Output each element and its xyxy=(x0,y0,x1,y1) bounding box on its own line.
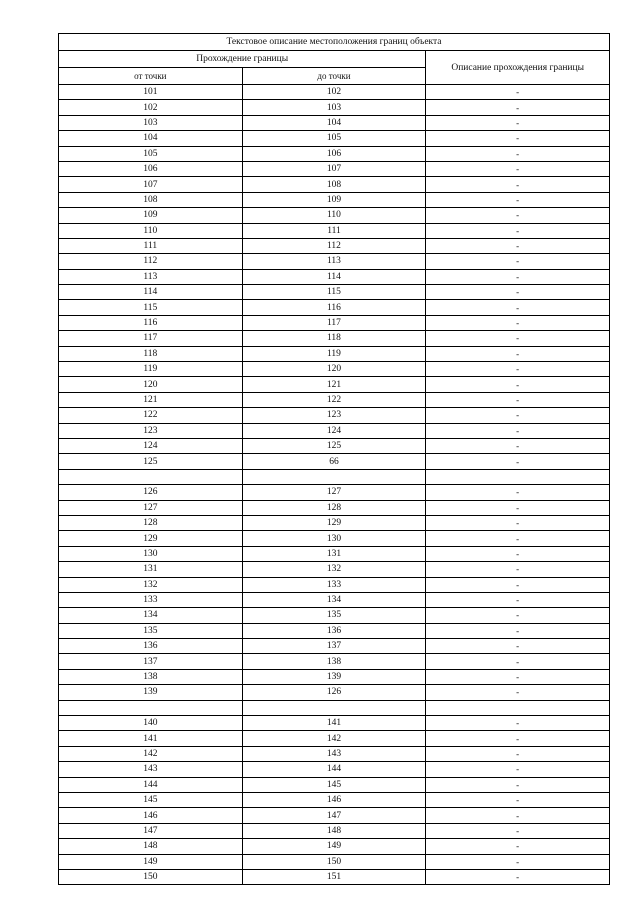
table-row xyxy=(59,331,610,346)
description-cell: - xyxy=(426,608,610,623)
description-cell: - xyxy=(426,269,610,284)
to-point-cell: 123 xyxy=(242,408,426,423)
to-point-cell: 148 xyxy=(242,823,426,838)
from-point-cell: 114 xyxy=(59,285,243,300)
from-point-cell: 110 xyxy=(59,223,243,238)
from-point-cell: 141 xyxy=(59,731,243,746)
description-cell: - xyxy=(426,823,610,838)
from-point-cell: 149 xyxy=(59,854,243,869)
from-point-cell: 134 xyxy=(59,608,243,623)
to-point-cell: 106 xyxy=(242,146,426,161)
to-point-cell: 126 xyxy=(242,685,426,700)
table-row xyxy=(59,100,610,115)
description-cell: - xyxy=(426,392,610,407)
from-point-cell: 125 xyxy=(59,454,243,469)
to-point-cell: 121 xyxy=(242,377,426,392)
to-point-cell: 129 xyxy=(242,515,426,530)
to-point-cell: 115 xyxy=(242,285,426,300)
to-point-header: до точки xyxy=(242,68,426,85)
description-cell: - xyxy=(426,792,610,807)
table-row xyxy=(59,315,610,330)
table-row xyxy=(59,669,610,684)
from-point-cell: 111 xyxy=(59,238,243,253)
to-point-cell: 149 xyxy=(242,839,426,854)
table-row xyxy=(59,854,610,869)
from-point-cell: 140 xyxy=(59,716,243,731)
description-cell: - xyxy=(426,115,610,130)
table-row xyxy=(59,562,610,577)
to-point-cell: 110 xyxy=(242,208,426,223)
to-point-cell: 141 xyxy=(242,716,426,731)
table-row xyxy=(59,408,610,423)
table-row xyxy=(59,392,610,407)
from-point-cell: 130 xyxy=(59,546,243,561)
from-point-cell: 104 xyxy=(59,131,243,146)
to-point-cell: 151 xyxy=(242,869,426,884)
from-point-cell: 117 xyxy=(59,331,243,346)
from-point-cell: 128 xyxy=(59,515,243,530)
description-cell: - xyxy=(426,300,610,315)
from-point-cell: 143 xyxy=(59,762,243,777)
to-point-cell: 117 xyxy=(242,315,426,330)
to-point-cell: 108 xyxy=(242,177,426,192)
table-row xyxy=(59,746,610,761)
table-row xyxy=(59,546,610,561)
description-cell: - xyxy=(426,685,610,700)
table-row xyxy=(59,254,610,269)
description-cell: - xyxy=(426,515,610,530)
description-cell: - xyxy=(426,177,610,192)
description-cell: - xyxy=(426,731,610,746)
table-row xyxy=(59,438,610,453)
description-cell: - xyxy=(426,208,610,223)
from-point-cell: 132 xyxy=(59,577,243,592)
table-title-row xyxy=(59,34,610,51)
description-cell xyxy=(426,469,610,484)
from-point-cell: 136 xyxy=(59,639,243,654)
from-point-cell: 121 xyxy=(59,392,243,407)
description-cell: - xyxy=(426,869,610,884)
from-point-cell: 146 xyxy=(59,808,243,823)
to-point-cell: 137 xyxy=(242,639,426,654)
description-cell: - xyxy=(426,223,610,238)
description-cell xyxy=(426,700,610,715)
table-row xyxy=(59,577,610,592)
description-cell: - xyxy=(426,623,610,638)
table-row xyxy=(59,654,610,669)
description-header: Описание прохождения границы xyxy=(426,51,610,85)
from-point-cell: 145 xyxy=(59,792,243,807)
table-row xyxy=(59,515,610,530)
description-cell: - xyxy=(426,254,610,269)
to-point-cell: 145 xyxy=(242,777,426,792)
from-point-cell: 133 xyxy=(59,592,243,607)
from-point-cell: 102 xyxy=(59,100,243,115)
table-row xyxy=(59,869,610,884)
table-row xyxy=(59,454,610,469)
from-point-cell xyxy=(59,700,243,715)
to-point-cell: 139 xyxy=(242,669,426,684)
table-row xyxy=(59,485,610,500)
table-row xyxy=(59,500,610,515)
table-row xyxy=(59,208,610,223)
table-row xyxy=(59,777,610,792)
to-point-cell: 104 xyxy=(242,115,426,130)
table-row xyxy=(59,146,610,161)
from-point-cell: 119 xyxy=(59,362,243,377)
table-row xyxy=(59,223,610,238)
to-point-cell: 135 xyxy=(242,608,426,623)
table-row xyxy=(59,608,610,623)
table-row xyxy=(59,792,610,807)
from-point-cell: 137 xyxy=(59,654,243,669)
table-row xyxy=(59,639,610,654)
description-cell: - xyxy=(426,669,610,684)
table-header-row xyxy=(59,51,610,68)
description-cell: - xyxy=(426,85,610,100)
from-point-cell: 101 xyxy=(59,85,243,100)
to-point-cell: 119 xyxy=(242,346,426,361)
to-point-cell: 118 xyxy=(242,331,426,346)
from-point-cell: 115 xyxy=(59,300,243,315)
description-cell: - xyxy=(426,546,610,561)
description-cell: - xyxy=(426,592,610,607)
to-point-cell: 150 xyxy=(242,854,426,869)
description-cell: - xyxy=(426,746,610,761)
to-point-cell: 127 xyxy=(242,485,426,500)
description-cell: - xyxy=(426,808,610,823)
from-point-cell: 129 xyxy=(59,531,243,546)
table-row xyxy=(59,192,610,207)
table-row xyxy=(59,731,610,746)
table-row xyxy=(59,177,610,192)
from-point-cell: 131 xyxy=(59,562,243,577)
to-point-cell: 124 xyxy=(242,423,426,438)
description-cell: - xyxy=(426,454,610,469)
to-point-cell: 128 xyxy=(242,500,426,515)
from-point-cell: 122 xyxy=(59,408,243,423)
from-point-cell: 108 xyxy=(59,192,243,207)
from-point-cell: 147 xyxy=(59,823,243,838)
from-point-cell: 150 xyxy=(59,869,243,884)
description-cell: - xyxy=(426,346,610,361)
table-row xyxy=(59,623,610,638)
table-row xyxy=(59,762,610,777)
description-cell: - xyxy=(426,423,610,438)
from-point-cell: 124 xyxy=(59,438,243,453)
boundary-description-table xyxy=(58,33,610,885)
table-row xyxy=(59,346,610,361)
to-point-cell: 114 xyxy=(242,269,426,284)
table-title: Текстовое описание местоположения границ объекта xyxy=(59,34,610,51)
from-point-cell: 105 xyxy=(59,146,243,161)
table-row xyxy=(59,423,610,438)
from-point-cell: 109 xyxy=(59,208,243,223)
description-cell: - xyxy=(426,408,610,423)
description-cell: - xyxy=(426,839,610,854)
from-point-cell: 138 xyxy=(59,669,243,684)
description-cell: - xyxy=(426,238,610,253)
to-point-cell: 147 xyxy=(242,808,426,823)
to-point-cell: 111 xyxy=(242,223,426,238)
from-point-cell: 118 xyxy=(59,346,243,361)
table-row xyxy=(59,685,610,700)
to-point-cell: 116 xyxy=(242,300,426,315)
description-cell: - xyxy=(426,639,610,654)
table-row xyxy=(59,161,610,176)
table-row xyxy=(59,362,610,377)
from-point-cell: 106 xyxy=(59,161,243,176)
table-body xyxy=(59,34,610,885)
to-point-cell: 102 xyxy=(242,85,426,100)
table-row xyxy=(59,285,610,300)
to-point-cell: 105 xyxy=(242,131,426,146)
description-cell: - xyxy=(426,654,610,669)
to-point-cell: 133 xyxy=(242,577,426,592)
to-point-cell xyxy=(242,700,426,715)
description-cell: - xyxy=(426,854,610,869)
from-point-cell: 116 xyxy=(59,315,243,330)
table-row xyxy=(59,808,610,823)
from-point-cell: 112 xyxy=(59,254,243,269)
description-cell: - xyxy=(426,531,610,546)
description-cell: - xyxy=(426,762,610,777)
description-cell: - xyxy=(426,100,610,115)
description-cell: - xyxy=(426,131,610,146)
to-point-cell: 134 xyxy=(242,592,426,607)
table-row xyxy=(59,377,610,392)
to-point-cell: 138 xyxy=(242,654,426,669)
table-row xyxy=(59,469,610,484)
table-row xyxy=(59,823,610,838)
to-point-cell: 144 xyxy=(242,762,426,777)
description-cell: - xyxy=(426,562,610,577)
to-point-cell: 120 xyxy=(242,362,426,377)
table-row xyxy=(59,531,610,546)
from-point-cell: 107 xyxy=(59,177,243,192)
table-row xyxy=(59,592,610,607)
from-point-cell: 126 xyxy=(59,485,243,500)
table-row xyxy=(59,716,610,731)
description-cell: - xyxy=(426,500,610,515)
description-cell: - xyxy=(426,362,610,377)
from-point-cell: 120 xyxy=(59,377,243,392)
to-point-cell: 143 xyxy=(242,746,426,761)
table-row xyxy=(59,269,610,284)
from-point-cell: 123 xyxy=(59,423,243,438)
from-point-cell: 139 xyxy=(59,685,243,700)
from-point-cell: 148 xyxy=(59,839,243,854)
table-row xyxy=(59,839,610,854)
to-point-cell: 112 xyxy=(242,238,426,253)
description-cell: - xyxy=(426,577,610,592)
table-row xyxy=(59,115,610,130)
to-point-cell: 136 xyxy=(242,623,426,638)
table-row xyxy=(59,238,610,253)
table-row xyxy=(59,700,610,715)
description-cell: - xyxy=(426,485,610,500)
from-point-cell: 142 xyxy=(59,746,243,761)
to-point-cell: 130 xyxy=(242,531,426,546)
table-row xyxy=(59,85,610,100)
table-row xyxy=(59,300,610,315)
to-point-cell: 122 xyxy=(242,392,426,407)
to-point-cell: 66 xyxy=(242,454,426,469)
to-point-cell: 142 xyxy=(242,731,426,746)
description-cell: - xyxy=(426,161,610,176)
description-cell: - xyxy=(426,716,610,731)
to-point-cell: 131 xyxy=(242,546,426,561)
description-cell: - xyxy=(426,331,610,346)
to-point-cell: 109 xyxy=(242,192,426,207)
description-cell: - xyxy=(426,377,610,392)
to-point-cell: 146 xyxy=(242,792,426,807)
from-point-cell: 103 xyxy=(59,115,243,130)
group-header: Прохождение границы xyxy=(59,51,426,68)
from-point-cell xyxy=(59,469,243,484)
to-point-cell xyxy=(242,469,426,484)
to-point-cell: 125 xyxy=(242,438,426,453)
to-point-cell: 103 xyxy=(242,100,426,115)
description-cell: - xyxy=(426,315,610,330)
description-cell: - xyxy=(426,777,610,792)
from-point-cell: 144 xyxy=(59,777,243,792)
from-point-cell: 127 xyxy=(59,500,243,515)
to-point-cell: 107 xyxy=(242,161,426,176)
table-row xyxy=(59,131,610,146)
from-point-header: от точки xyxy=(59,68,243,85)
description-cell: - xyxy=(426,146,610,161)
to-point-cell: 113 xyxy=(242,254,426,269)
description-cell: - xyxy=(426,438,610,453)
description-cell: - xyxy=(426,192,610,207)
from-point-cell: 113 xyxy=(59,269,243,284)
description-cell: - xyxy=(426,285,610,300)
from-point-cell: 135 xyxy=(59,623,243,638)
to-point-cell: 132 xyxy=(242,562,426,577)
